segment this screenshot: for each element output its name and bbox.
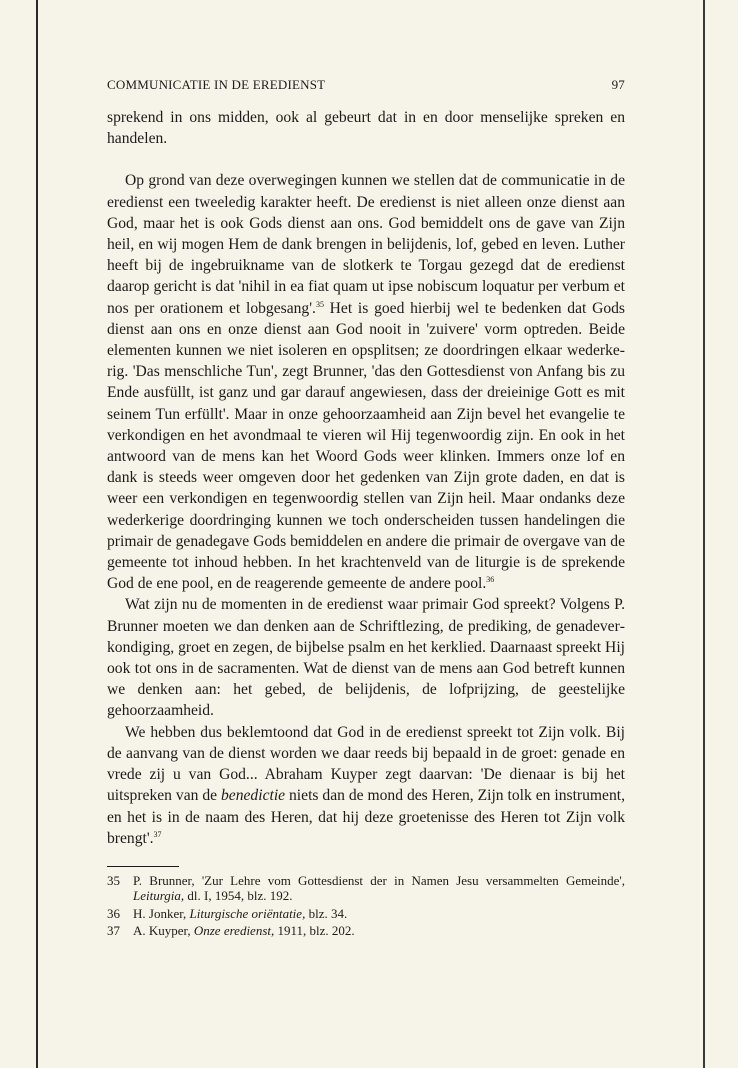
- paragraph-2-text-a: Op grond van deze overwegingen kunnen we stellen dat de communicatie in de eredienst een tweeledig karakter heeft. De eredienst is niet alleen onze dienst aan God, maar het is ook Gods dienst aan ons. God bemiddelt ons de gave van Zijn heil, en wij mogen Hem de dank brengen in belijdenis, lof, gebed en leven. Luther heeft bij de ingebruikname van de slotkerk te Torgau gezegd dat de eredienst daarop gericht is dat 'nihil in ea fiat quam ut ipse nobiscum loquatur per verbum et nos per orationem et lobgesang'.: [107, 172, 625, 317]
- paragraph-3: [107, 594, 625, 721]
- page-edge-right: [703, 0, 705, 1068]
- running-head: [107, 74, 625, 96]
- running-head-title: COMMUNICATIE IN DE EREDIENST: [107, 77, 326, 92]
- paragraph-4-text-b: niets dan de mond des Heren, Zijn tolk en instrument, en het is in de naam des Heren, dat hij deze groetenisse des Heren tot Zijn volk brengt'.: [107, 787, 625, 847]
- footnote-text-post: 1911, blz. 202.: [274, 923, 355, 939]
- footnote-title: Liturgische oriëntatie,: [189, 905, 306, 921]
- paragraph-3-text: Wat zijn nu de momenten in de eredienst waar primair God spreekt? Volgens P. Brunner moeten we dan denken aan de Schriftlezing, de prediking, de genadeverkondiging, groet en zegen, de bijbelse psalm en het kerklied. Daarnaast spreekt Hij ook tot ons in de sacramenten. Wat de dienst van de mens aan God betreft kunnen we denken aan: het gebed, de belijdenis, de lofprijzing, de geestelijke gehoorzaamheid.: [107, 596, 625, 720]
- paragraph-1-text: sprekend in ons midden, ook al gebeurt dat in en door menselijke spreken en handelen.: [107, 109, 625, 148]
- paragraph-2: [107, 170, 625, 594]
- footnote-text-post: blz. 34.: [305, 905, 348, 921]
- footnote-title: Onze eredienst,: [193, 923, 275, 939]
- footnote-number: 37: [107, 923, 120, 939]
- footnote: [107, 906, 625, 922]
- footnote-rule: [107, 866, 179, 867]
- footnote: [107, 873, 625, 904]
- paragraph-4-text-a: We hebben dus beklemtoond dat God in de eredienst spreekt tot Zijn volk. Bij de aanvang van de dienst worden we daar reeds bij bepaald in de groet: genade en vrede zij u van God... Abraham Kuyper zegt daarvan: 'De dienaar is bij het uitspreken van de: [107, 723, 625, 805]
- footnote-number: 35: [107, 872, 120, 888]
- book-page: [107, 74, 625, 941]
- footnote-ref-35: 35: [315, 299, 324, 309]
- paragraph-4: [107, 722, 625, 849]
- footnotes: [107, 873, 625, 939]
- footnote-text-pre: P. Brunner, 'Zur Lehre vom Gottesdienst der in Namen Jesu versammelten Gemeinde',: [133, 872, 625, 888]
- paragraph-4-italic: benedictie: [221, 787, 286, 805]
- footnote-text: [133, 906, 625, 922]
- footnote-text: [133, 923, 625, 939]
- footnote-text-post: dl. I, 1954, blz. 192.: [184, 888, 293, 904]
- paragraph-2-text-b: Het is goed hierbij wel te bedenken dat Gods dienst aan ons en onze dienst aan God nooit in 'zuivere' vorm optreden. Beide elementen kunnen we niet isoleren en opsplitsen; ze doordringen elkaar wederkerig. 'Das menschliche Tun', zegt Brunner, 'das den Gottesdienst von Anfang bis zu Ende ausfüllt, ist ganz und gar darauf angewiesen, dass der dreieinige Gott es mit seinem Tun erfüllt'. Maar in onze gehoorzaamheid aan Zijn bevel het evangelie te verkondigen en het avondmaal te vieren wil Hij tegenwoordig zijn. En ook in het antwoord van de mens kan het Woord Gods weer klinken. Immers onze lof en dank is steeds weer omgeven door het gedenken van Zijn grote daden, en dat is weer een verkondigen en tegenwoordig stellen van Zijn heil. Maar ondanks deze wederkerige doordringing kunnen we toch onderscheiden tussen handelingen die primair de genadegave Gods bemiddelen en andere die primair de overgave van de gemeente tot inhoud hebben. In het krachtenveld van de liturgie is de sprekende God de ene pool, en de reagerende gemeente de andere pool.: [107, 299, 625, 593]
- footnote-text: [133, 873, 625, 904]
- footnote-text-pre: A. Kuyper,: [133, 923, 194, 939]
- paragraph-1: [107, 107, 625, 149]
- footnote-text-pre: H. Jonker,: [133, 905, 190, 921]
- page-edge-left: [36, 0, 38, 1068]
- page-number: 97: [611, 77, 625, 92]
- footnote: [107, 923, 625, 939]
- footnote-ref-36: 36: [486, 575, 495, 585]
- footnote-number: 36: [107, 905, 120, 921]
- footnote-title: Leiturgia,: [133, 888, 185, 904]
- footnote-ref-37: 37: [153, 829, 162, 839]
- body-text: [107, 107, 625, 849]
